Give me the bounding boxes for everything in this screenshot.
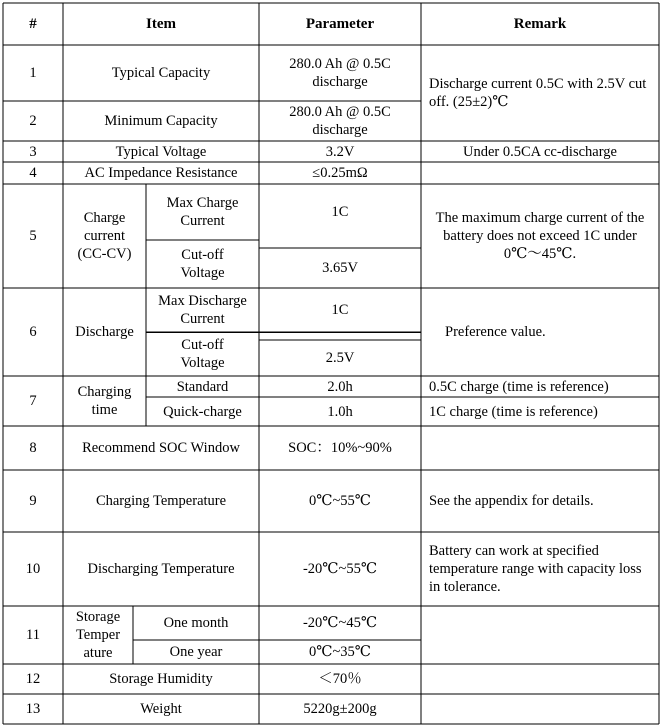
param-max-charge-current: 1C: [331, 204, 349, 220]
storage-label-line1: Storage: [75, 609, 121, 625]
row-num: 1: [29, 65, 37, 81]
param-one-month: -20℃~45℃: [302, 615, 378, 631]
item-discharging-temperature: Discharging Temperature: [87, 561, 235, 577]
item-minimum-capacity: Minimum Capacity: [104, 113, 218, 129]
item-discharge: Discharge: [75, 324, 134, 340]
remark-quick-charge: 1C charge (time is reference): [429, 403, 598, 420]
item-ac-impedance: AC Impedance Resistance: [84, 165, 238, 181]
row-num: 5: [29, 228, 37, 244]
row-num: 8: [29, 440, 37, 456]
header-num: #: [29, 16, 37, 32]
storage-label-line3: ature: [83, 645, 113, 661]
item-charging-time: Charging time: [77, 384, 132, 418]
remark-typical-voltage: Under 0.5CA cc-discharge: [463, 143, 617, 160]
row-num: 12: [25, 671, 41, 687]
param-soc-window: SOC：10%~90%: [288, 440, 392, 456]
param-charge-cutoff-voltage: 3.65V: [322, 260, 358, 276]
sub-max-discharge-current: Max Discharge Current: [158, 293, 247, 327]
param-discharging-temperature: -20℃~55℃: [302, 561, 378, 577]
sub-quick-charge: Quick-charge: [163, 403, 242, 420]
param-one-year: 0℃~35℃: [308, 644, 372, 660]
header-parameter: Parameter: [305, 16, 375, 32]
remark-standard-charge: 0.5C charge (time is reference): [429, 378, 609, 395]
item-charging-temperature: Charging Temperature: [95, 493, 227, 509]
item-storage-temperature: [63, 606, 133, 664]
remark-capacity: Discharge current 0.5C with 2.5V cut off. (25±2)℃: [429, 76, 647, 110]
row-num: 7: [29, 393, 37, 409]
item-soc-window: Recommend SOC Window: [82, 440, 240, 456]
sub-one-month: One month: [163, 615, 229, 631]
sub-one-year: One year: [169, 644, 223, 660]
row-num: 3: [29, 143, 37, 160]
remark-charge-current: The maximum charge current of the battery does not exceed 1C under 0℃～45℃.: [435, 210, 645, 262]
row-num: 6: [29, 324, 37, 340]
param-typical-capacity: 280.0 Ah @ 0.5C discharge: [289, 56, 391, 90]
param-storage-humidity: ＜70％: [318, 671, 362, 687]
row-num: 4: [29, 165, 37, 181]
item-typical-capacity: Typical Capacity: [111, 65, 211, 81]
row-num: 10: [25, 561, 41, 577]
row-num: 2: [29, 113, 37, 129]
remark-discharging-temperature: Battery can work at specified temperature range with capacity loss in tolerance.: [429, 543, 642, 595]
param-max-discharge-current: 1C: [331, 302, 349, 318]
param-quick-charge-time: 1.0h: [327, 403, 353, 420]
param-discharge-cutoff-voltage: 2.5V: [325, 350, 355, 366]
header-item: Item: [146, 16, 176, 32]
sub-discharge-cutoff-voltage: Cut-off Voltage: [180, 337, 225, 371]
row-num: 11: [26, 627, 40, 643]
item-typical-voltage: Typical Voltage: [115, 143, 207, 160]
storage-label-line2: Temper: [75, 627, 121, 643]
param-minimum-capacity: 280.0 Ah @ 0.5C discharge: [289, 104, 391, 138]
param-typical-voltage: 3.2V: [325, 143, 355, 160]
remark-charging-temperature: See the appendix for details.: [429, 493, 594, 509]
param-charging-temperature: 0℃~55℃: [308, 493, 372, 509]
item-charge-current: Charge current (CC-CV): [77, 210, 132, 262]
item-weight: Weight: [140, 701, 182, 717]
sub-charge-cutoff-voltage: Cut-off Voltage: [180, 247, 225, 281]
sub-max-charge-current: Max Charge Current: [166, 195, 239, 229]
header-remark: Remark: [513, 16, 567, 32]
row-num: 9: [29, 493, 37, 509]
item-storage-humidity: Storage Humidity: [109, 671, 213, 687]
sub-standard: Standard: [176, 378, 229, 395]
row-num: 13: [25, 701, 41, 717]
param-standard-time: 2.0h: [327, 378, 353, 395]
param-weight: 5220g±200g: [303, 701, 377, 717]
param-ac-impedance: ≤0.25mΩ: [312, 165, 368, 181]
remark-discharge: Preference value.: [445, 324, 546, 340]
